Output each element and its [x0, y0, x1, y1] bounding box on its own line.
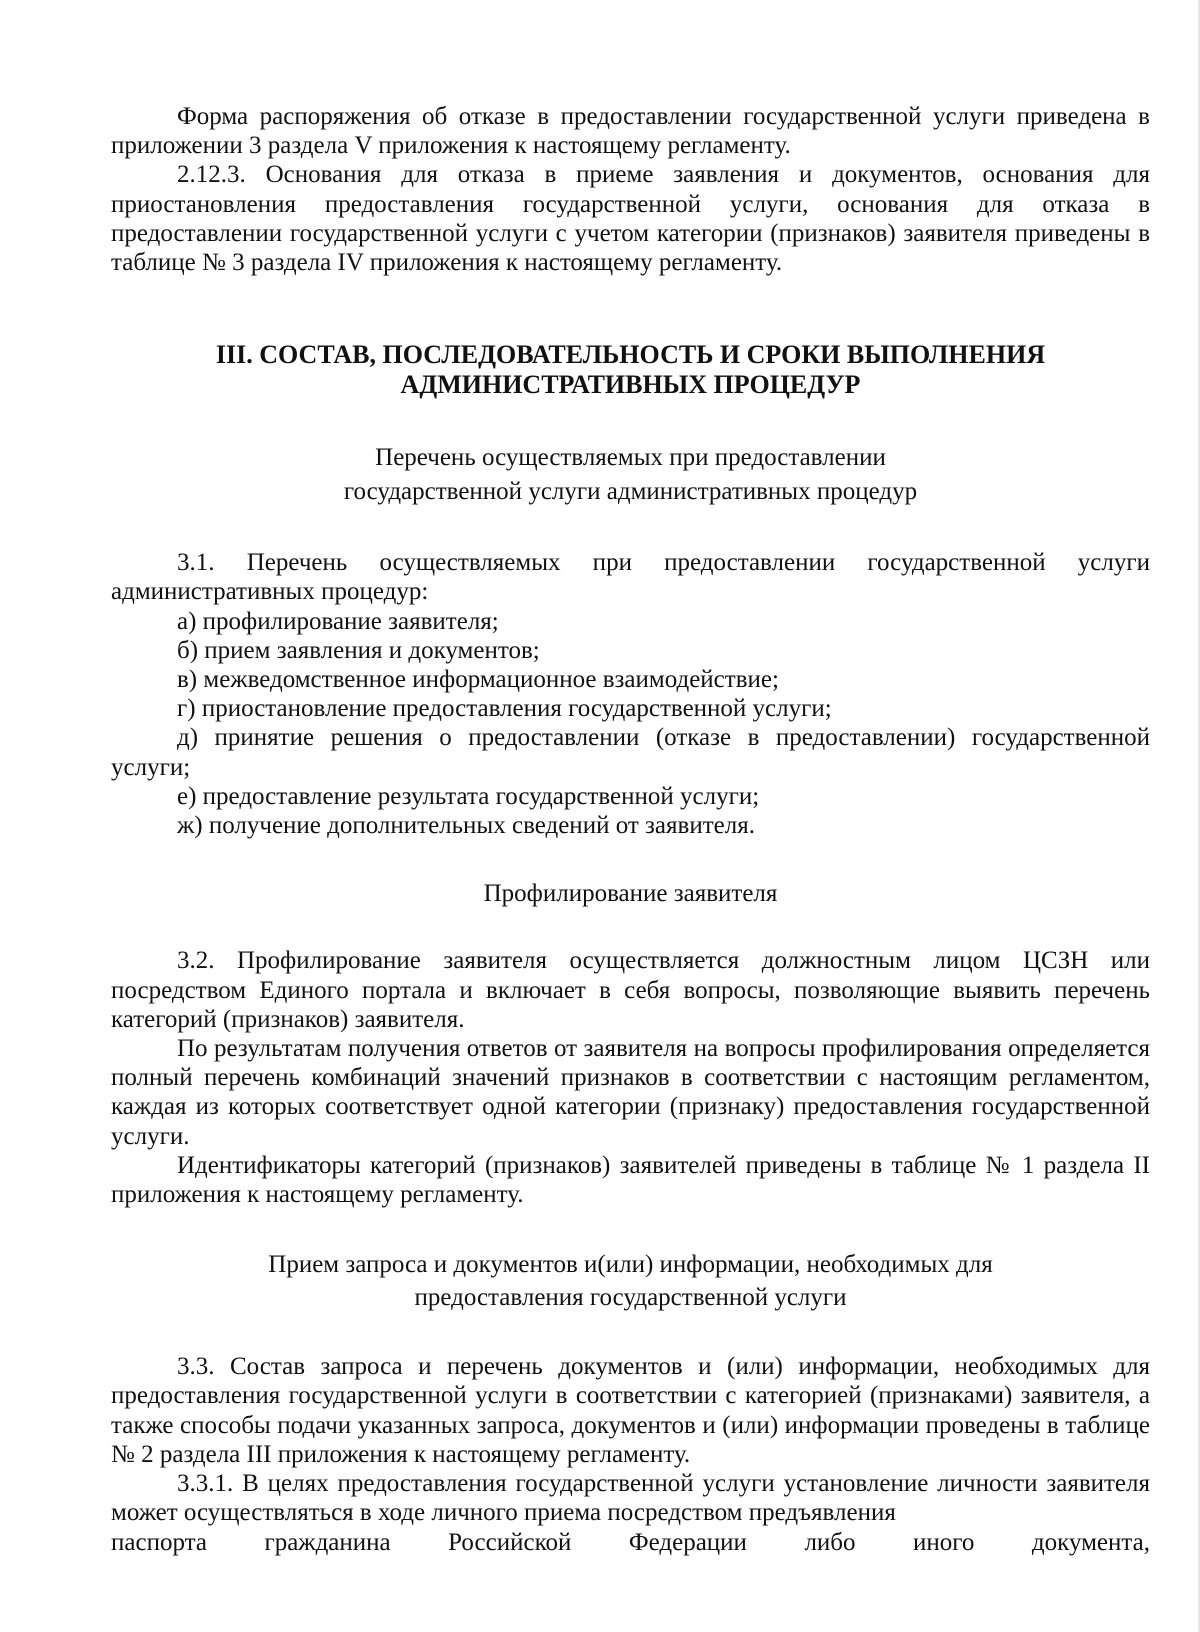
section-heading-line-2: АДМИНИСТРАТИВНЫХ ПРОЦЕДУР — [400, 370, 861, 400]
paragraph-3-3-1: 3.3.1. В целях предоставления государственной услуги установление личности заявителя может осуществляться в ходе личного приема посредством предъявления — [111, 1470, 1150, 1527]
paragraph-2-12-3: 2.12.3. Основания для отказа в приеме заявления и документов, основания для приостановления предоставления государственной услуги, основания для отказа в предоставлении государственной услуги с учетом категории (признаков) заявителя приведены в таблице № 3 раздела IV приложения к настоящему регламенту. — [111, 161, 1150, 277]
list-item: а) профилирование заявителя; — [177, 607, 499, 635]
paragraph-3-2-results: По результатам получения ответов от заявителя на вопросы профилирования определяется полный перечень комбинаций значений признаков в соответствии с настоящим регламентом, каждая из которых соответствует одной категории (признаку) предоставления государственной услуги. — [111, 1035, 1150, 1150]
list-item: г) приостановление предоставления государственной услуги; — [177, 695, 832, 723]
section-heading-line-1: III. СОСТАВ, ПОСЛЕДОВАТЕЛЬНОСТЬ И СРОКИ ВЫПОЛНЕНИЯ — [215, 340, 1046, 370]
subheading-profiling: Профилирование заявителя — [483, 880, 778, 908]
paragraph-3-3: 3.3. Состав запроса и перечень документов и (или) информации, необходимых для предоставления государственной услуги в соответствии с категорией (признаками) заявителя, а также способы подачи указанных запроса, документов и (или) информации проведены в таблице № 2 раздела III приложения к настоящему регламенту. — [111, 1353, 1150, 1468]
paragraph-3-2-identifiers: Идентификаторы категорий (признаков) заявителей приведены в таблице № 1 раздела II приложения к настоящему регламенту. — [111, 1151, 1150, 1209]
paragraph-3-3-1-last-line: паспорта гражданина Российской Федерации либо иного документа, — [111, 1528, 1150, 1556]
section-3-1 — [111, 548, 1150, 840]
list-item: д) принятие решения о предоставлении (отказе в предоставлении) государственной услуги; — [111, 724, 1150, 781]
list-item: ж) получение дополнительных сведений от заявителя. — [177, 812, 755, 840]
section-3-3 — [111, 1352, 1150, 1556]
subheading-line-2: предоставления государственной услуги — [414, 1284, 847, 1312]
section-3-2 — [111, 946, 1150, 1209]
section-heading-iii — [111, 340, 1150, 400]
paragraph-3-1-intro: 3.1. Перечень осуществляемых при предоставлении государственной услуги административных процедур: — [111, 549, 1150, 606]
list-item: в) межведомственное информационное взаимодействие; — [177, 666, 779, 694]
paragraph-3-2: 3.2. Профилирование заявителя осуществляется должностным лицом ЦСЗН или посредством Единого портала и включает в себя вопросы, позволяющие выявить перечень категорий (признаков) заявителя. — [111, 947, 1150, 1033]
subheading-line-1: Прием запроса и документов и(или) информации, необходимых для — [268, 1251, 993, 1279]
paragraph-form-order: Форма распоряжения об отказе в предоставлении государственной услуги приведена в приложении 3 раздела V приложения к настоящему регламенту. — [111, 103, 1150, 160]
subheading-line-1: Перечень осуществляемых при предоставлении — [375, 444, 886, 472]
list-item: е) предоставление результата государственной услуги; — [177, 782, 760, 810]
subheading-request-intake — [111, 1248, 1150, 1314]
subheading-procedures-list — [111, 441, 1150, 509]
subheading-line-2: государственной услуги административных процедур — [343, 478, 918, 506]
list-item: б) прием заявления и документов; — [177, 636, 540, 664]
